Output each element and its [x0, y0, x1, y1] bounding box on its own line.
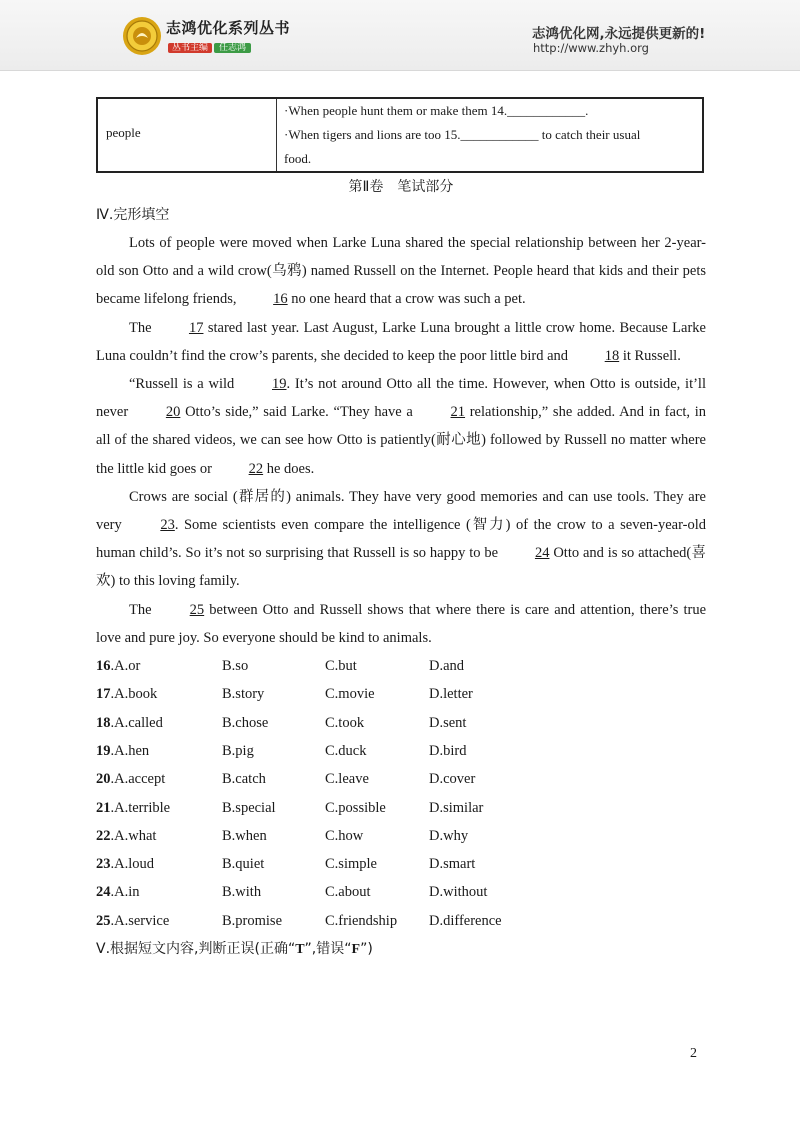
blank-21: 21: [450, 404, 466, 421]
blank-23: 23: [160, 517, 175, 534]
option-d: D.difference: [429, 912, 502, 929]
blank-19: 19: [272, 376, 287, 393]
option-b: B.pig: [222, 742, 254, 759]
blank-16: 16: [273, 291, 288, 308]
option-a-text: .A.book: [110, 686, 158, 703]
option-c: C.how: [325, 827, 364, 844]
option-a-text: .A.what: [110, 827, 157, 844]
blank-17: 17: [188, 319, 204, 336]
option-b: B.story: [222, 686, 265, 703]
text-span: it Russell.: [619, 347, 681, 364]
question-row: [96, 737, 706, 765]
blank-22: 22: [248, 460, 264, 477]
option-c: C.about: [325, 884, 371, 901]
option-a: [96, 709, 163, 737]
section-5-title: [96, 935, 706, 963]
option-b: B.chose: [222, 714, 269, 731]
table-right-column: [284, 99, 700, 171]
option-a: [96, 878, 140, 906]
question-number: 24: [96, 884, 111, 901]
text-span: relationship,” she added. And in fact, in all of the shared videos, we can see how Otto is patiently(耐心地) followed by Russell no matter where the little kid goes or: [96, 404, 706, 477]
blank-24: 24: [534, 545, 550, 562]
question-number: 16: [96, 658, 111, 675]
blank-20: 20: [165, 404, 181, 421]
option-d: D.cover: [429, 771, 476, 788]
option-d: D.and: [429, 658, 465, 675]
question-row: [96, 652, 706, 680]
main-content: [96, 175, 706, 963]
question-row: [96, 765, 706, 793]
option-d: D.sent: [429, 714, 467, 731]
header-url: http://www.zhyh.org: [533, 41, 649, 55]
option-a: [96, 680, 157, 708]
blank-18: 18: [604, 347, 620, 364]
text-span: “Russell is a wild: [129, 376, 239, 393]
text-span: Crows are social (群居的) animals. They have very good memories and can use tools. They are very: [96, 488, 706, 534]
options-list: [96, 652, 706, 935]
question-row: [96, 680, 706, 708]
question-row: [96, 822, 706, 850]
question-row: [96, 709, 706, 737]
option-a-text: .A.accept: [110, 771, 166, 788]
true-marker: T: [295, 942, 305, 958]
text-span: Lots of people were moved when Larke Luna shared the special relationship between her 2-year-old son Otto and a wild crow(乌鸦) named Russell on the Internet. People heard that kids and their pets became lifelong friends,: [96, 235, 706, 308]
passage-paragraph-3: [96, 370, 706, 483]
option-a-text: .A.hen: [110, 742, 150, 759]
text-span: between Otto and Russell shows that where there is care and attention, there’s true love and pure joy. So everyone should be kind to animals.: [96, 601, 707, 646]
passage-paragraph-5: [96, 596, 706, 652]
option-b: B.quiet: [222, 856, 265, 873]
question-row: [96, 850, 706, 878]
option-c: C.simple: [325, 856, 377, 873]
option-a-text: .A.terrible: [110, 799, 171, 816]
option-a: [96, 794, 170, 822]
text-span: he does.: [263, 460, 315, 477]
option-a: [96, 652, 140, 680]
option-b: B.catch: [222, 771, 266, 788]
option-b: B.when: [222, 827, 267, 844]
option-a: [96, 737, 149, 765]
table-cell-people: people: [106, 125, 141, 140]
question-row: [96, 907, 706, 935]
option-c: C.but: [325, 658, 357, 675]
option-c: C.friendship: [325, 912, 398, 929]
question-number: 20: [96, 771, 111, 788]
table-left-column: [98, 99, 277, 171]
option-d: D.bird: [429, 742, 467, 759]
text-span: ”): [360, 941, 373, 958]
info-table: [96, 97, 704, 173]
text-span: The: [129, 319, 156, 336]
part-title: 第Ⅱ卷 笔试部分: [348, 179, 454, 195]
page-header: [0, 0, 800, 71]
text-span: stared last year. Last August, Larke Luna brought a little crow home. Because Larke Luna couldn’t find the crow’s parents, she decided to keep the poor little bird and: [96, 319, 706, 364]
option-c: C.duck: [325, 742, 367, 759]
brand-edit-label: 丛书主编: [168, 43, 212, 53]
option-a-text: .A.service: [110, 912, 170, 929]
text-span: . Some scientists even compare the intelligence (智力) of the crow to a seven-year-old human child’s. So it’s not so surprising that Russell is so happy to be: [96, 517, 707, 562]
option-a-text: .A.called: [110, 714, 163, 731]
question-row: [96, 794, 706, 822]
text-span: Ⅴ.根据短文内容,判断正误(正确“: [96, 941, 296, 958]
question-number: 17: [96, 686, 111, 703]
brand-title: 志鸿优化系列丛书: [166, 19, 291, 37]
question-number: 19: [96, 742, 111, 759]
option-a-text: .A.loud: [110, 856, 154, 873]
question-number: 22: [96, 827, 111, 844]
question-number: 25: [96, 912, 111, 929]
text-span: The: [129, 601, 157, 618]
table-line-2: ·When tigers and lions are too 15.____________ to catch their usual: [284, 127, 641, 142]
option-c: C.movie: [325, 686, 375, 703]
text-span: . It’s not around Otto all the time. However, when Otto is outside, it’ll never: [96, 376, 706, 421]
question-number: 18: [96, 714, 111, 731]
logo-seal-icon: [122, 16, 162, 56]
passage-paragraph-1: [96, 229, 706, 314]
table-line-1: ·When people hunt them or make them 14.____________.: [284, 103, 589, 118]
option-b: B.promise: [222, 912, 283, 929]
option-a-text: .A.or: [110, 658, 141, 675]
option-d: D.smart: [429, 856, 476, 873]
option-a-text: .A.in: [110, 884, 140, 901]
option-c: C.leave: [325, 771, 369, 788]
question-number: 23: [96, 856, 111, 873]
option-b: B.so: [222, 658, 249, 675]
brand-subtitle: [168, 40, 251, 53]
option-d: D.why: [429, 827, 469, 844]
option-a: [96, 850, 154, 878]
blank-25: 25: [189, 601, 205, 618]
question-number: 21: [96, 799, 111, 816]
option-c: C.took: [325, 714, 365, 731]
option-d: D.letter: [429, 686, 473, 703]
brand-editor-name: 任志鸿: [214, 43, 251, 53]
text-span: no one heard that a crow was such a pet.: [287, 291, 526, 308]
option-d: D.without: [429, 884, 488, 901]
option-a: [96, 907, 169, 935]
option-a: [96, 765, 165, 793]
passage-paragraph-2: [96, 314, 706, 370]
option-b: B.special: [222, 799, 276, 816]
option-b: B.with: [222, 884, 262, 901]
page-number: 2: [690, 1046, 697, 1061]
option-d: D.similar: [429, 799, 484, 816]
option-a: [96, 822, 156, 850]
false-marker: F: [351, 942, 361, 958]
option-c: C.possible: [325, 799, 386, 816]
table-line-3: food.: [284, 151, 312, 166]
header-slogan: 志鸿优化网,永远提供更新的!: [532, 26, 706, 42]
passage-paragraph-4: [96, 483, 706, 596]
text-span: ”,错误“: [304, 941, 352, 958]
text-span: Otto and is so attached(喜欢) to this loving family.: [96, 545, 706, 590]
section-4-title: Ⅳ.完形填空: [96, 207, 170, 223]
text-span: Otto’s side,” said Larke. “They have a: [180, 404, 418, 421]
question-row: [96, 878, 706, 906]
